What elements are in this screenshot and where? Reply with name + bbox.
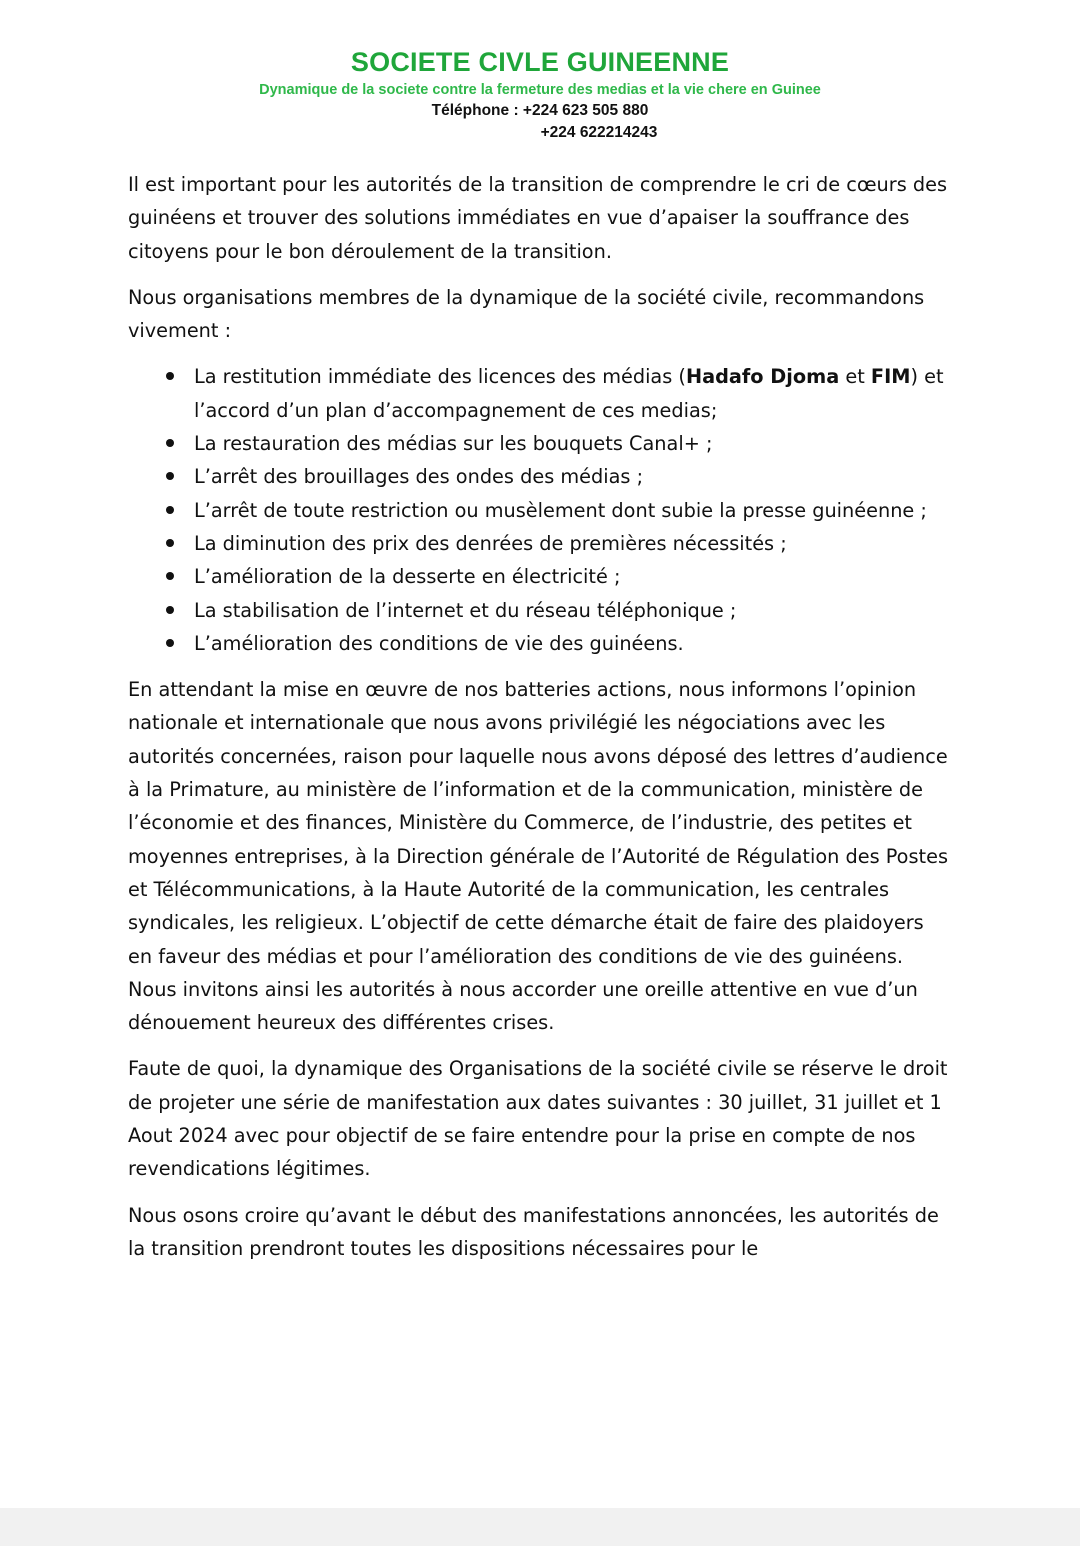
list-item-text: La restauration des médias sur les bouquets Canal+ ;: [194, 432, 713, 456]
list-item: [128, 627, 948, 660]
recommendations-list: [128, 360, 948, 660]
list-item: [128, 527, 948, 560]
bullet-icon: [166, 606, 174, 614]
list-item-text: La diminution des prix des denrées de premières nécessités ;: [194, 531, 787, 555]
paragraph-closing: Nous osons croire qu’avant le début des manifestations annoncées, les autorités de la transition prendront toutes les dispositions nécessaires pour le: [128, 1203, 939, 1260]
organization-subtitle: Dynamique de la societe contre la fermeture des medias et la vie chere en Guinee: [259, 82, 821, 98]
list-item: [128, 427, 948, 460]
list-item-text: L’amélioration de la desserte en électricité ;: [194, 565, 621, 589]
list-item: [128, 594, 948, 627]
bullet-icon: [166, 572, 174, 580]
paragraph-demonstrations: Faute de quoi, la dynamique des Organisations de la société civile se réserve le droit de projeter une série de manifestation aux dates suivantes : 30 juillet, 31 juillet et 1 Aout 2024 avec pour objectif de se faire entendre pour la prise en compte de nos revendications légitimes.: [128, 1057, 948, 1181]
list-item-text: L’arrêt de toute restriction ou musèlement dont subie la presse guinéenne ;: [194, 498, 927, 522]
paragraph-recommendations-lead: Nous organisations membres de la dynamique de la société civile, recommandons vivement :: [128, 285, 925, 343]
bullet-icon: [166, 439, 174, 447]
viewer-bottom-margin: [0, 1508, 1080, 1546]
bullet-icon: [166, 639, 174, 647]
bullet-icon: [166, 472, 174, 480]
bullet-icon: [166, 506, 174, 514]
list-item-text: et: [839, 365, 871, 389]
media-name-hadafo: Hadafo Djoma: [685, 365, 840, 389]
list-item: [128, 360, 948, 427]
phone-number-secondary: +224 622214243: [540, 124, 658, 141]
list-item-text: La stabilisation de l’internet et du réseau téléphonique ;: [194, 598, 737, 622]
list-item-text: ) et l’accord d’un plan d’accompagnement de ces medias;: [194, 365, 944, 422]
organization-title: SOCIETE CIVLE GUINEENNE: [350, 47, 730, 77]
bullet-icon: [166, 372, 174, 380]
list-item: [128, 560, 948, 593]
bullet-icon: [166, 539, 174, 547]
list-item-text: La restitution immédiate des licences des médias (: [194, 365, 686, 389]
paragraph-negotiations: En attendant la mise en œuvre de nos batteries actions, nous informons l’opinion nationale et internationale que nous avons privilégié les négociations avec les autorités concernées, raison pour laquelle nous avons déposé des lettres d’audience à la Primature, au ministère de l’information et de la communication, ministère de l’économie et des finances, Ministère du Commerce, de l’industrie, des petites et moyennes entreprises, à la Direction générale de l’Autorité de Régulation des Postes et Télécommunications, à la Haute Autorité de la communication, les centrales syndicales, les religieux. L’objectif de cette démarche était de faire des plaidoyers en faveur des médias et pour l’amélioration des conditions de vie des guinéens. Nous invitons ainsi les autorités à nous accorder une oreille attentive en vue d’un dénouement heureux des différentes crises.: [128, 678, 948, 1035]
list-item-text: L’arrêt des brouillages des ondes des médias ;: [194, 465, 644, 489]
list-item: [128, 460, 948, 493]
phone-number-primary: Téléphone : +224 623 505 880: [431, 102, 649, 119]
paragraph-intro: Il est important pour les autorités de la transition de comprendre le cri de cœurs des guinéens et trouver des solutions immédiates en vue d’apaiser la souffrance des citoyens pour le bon déroulement de la transition.: [128, 173, 948, 263]
letterhead: [0, 44, 1080, 144]
media-name-fim: FIM: [870, 365, 911, 389]
document-body: [128, 168, 948, 1278]
list-item: [128, 494, 948, 527]
list-item-text: L’amélioration des conditions de vie des guinéens.: [194, 631, 684, 655]
